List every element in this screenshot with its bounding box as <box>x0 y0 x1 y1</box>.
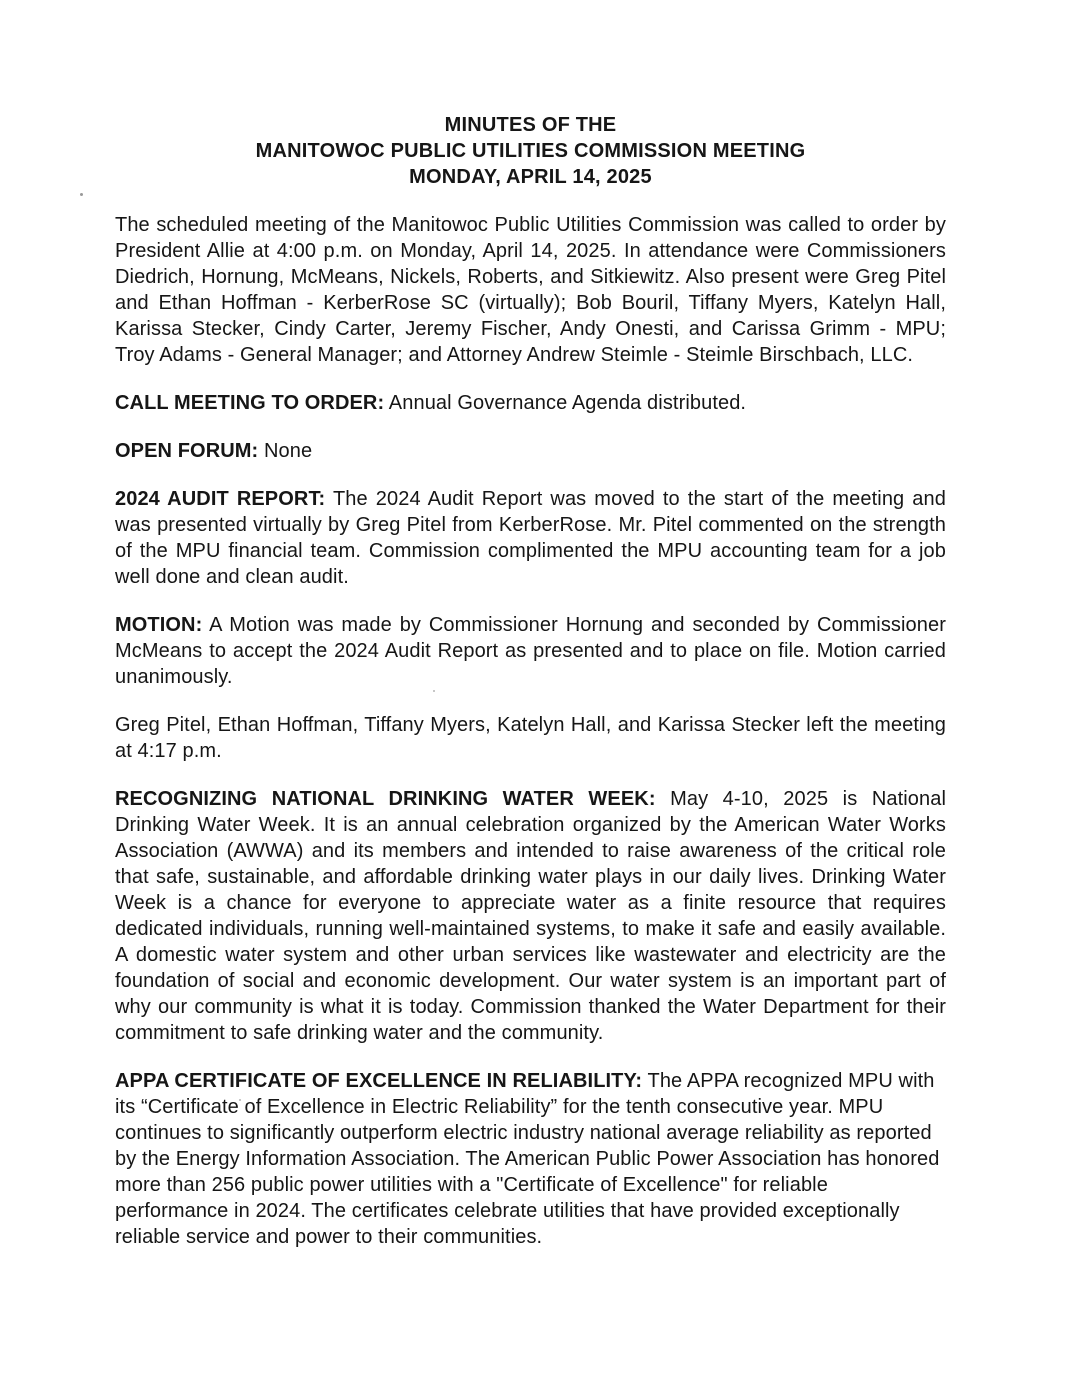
title-line-3: MONDAY, APRIL 14, 2025 <box>409 166 652 188</box>
paragraph-appa-certificate <box>115 1068 946 1250</box>
paragraph-attendance <box>115 212 946 368</box>
section-heading-call-to-order: CALL MEETING TO ORDER: <box>115 392 385 414</box>
paragraph-open-forum <box>115 438 946 464</box>
paragraph-motion <box>115 612 946 690</box>
document-content <box>115 112 946 1250</box>
paragraph-text: May 4-10, 2025 is National Drinking Water Week. It is an annual celebration organized by the American Water Works Association (AWWA) and its members and intended to raise awareness of the critical role that safe, sustainable, and affordable drinking water plays in our daily lives. Drinking Water Week is a chance for everyone to appreciate water as a finite resource that requires dedicated individuals, running well-maintained systems, to make it safe and easily available. A domestic water system and other urban services like wastewater and electricity are the foundation of social and economic development. Our water system is an important part of why our community is what it is today. Commission thanked the Water Department for their commitment to safe drinking water and the community. <box>115 788 946 1044</box>
paragraph-drinking-water-week <box>115 786 946 1046</box>
paragraph-audit-report <box>115 486 946 590</box>
paragraph-text: None <box>258 440 313 462</box>
section-heading-appa-certificate: APPA CERTIFICATE OF EXCELLENCE IN RELIABILITY: <box>115 1070 643 1092</box>
paragraph-call-to-order <box>115 390 946 416</box>
section-heading-drinking-water-week: RECOGNIZING NATIONAL DRINKING WATER WEEK: <box>115 788 656 810</box>
document-title <box>115 112 946 190</box>
section-heading-motion: MOTION: <box>115 614 203 636</box>
section-heading-open-forum: OPEN FORUM: <box>115 440 259 462</box>
paragraph-text: The scheduled meeting of the Manitowoc Public Utilities Commission was called to order by President Allie at 4:00 p.m. on Monday, April 14, 2025. In attendance were Commissioners Diedrich, Hornung, McMeans, Nickels, Roberts, and Sitkiewitz. Also present were Greg Pitel and Ethan Hoffman - KerberRose SC (virtually); Bob Bouril, Tiffany Myers, Katelyn Hall, Karissa Stecker, Cindy Carter, Jeremy Fischer, Andy Onesti, and Carissa Grimm - MPU; Troy Adams - General Manager; and Attorney Andrew Steimle - Steimle Birschbach, LLC. <box>115 214 946 366</box>
paragraph-text: The APPA recognized MPU with its “Certificate of Excellence in Electric Reliability” for the tenth consecutive year. MPU continues to significantly outperform electric industry national average reliability as reported by the Energy Information Association. The American Public Power Association has honored more than 256 public power utilities with a "Certificate of Excellence" for reliable performance in 2024. The certificates celebrate utilities that have provided exceptionally reliable service and power to their communities. <box>115 1070 940 1248</box>
paragraph-departures <box>115 712 946 764</box>
paragraph-text: The 2024 Audit Report was moved to the start of the meeting and was presented virtually by Greg Pitel from KerberRose. Mr. Pitel commented on the strength of the MPU financial team. Commission complimented the MPU accounting team for a job well done and clean audit. <box>115 488 946 588</box>
scan-artifact-dot <box>80 193 83 196</box>
paragraph-text: Annual Governance Agenda distributed. <box>384 392 747 414</box>
title-line-2: MANITOWOC PUBLIC UTILITIES COMMISSION MEETING <box>255 140 806 162</box>
section-heading-audit-report: 2024 AUDIT REPORT: <box>115 488 326 510</box>
paragraph-text: Greg Pitel, Ethan Hoffman, Tiffany Myers, Katelyn Hall, and Karissa Stecker left the meeting at 4:17 p.m. <box>115 714 946 762</box>
paragraph-text: A Motion was made by Commissioner Hornung and seconded by Commissioner McMeans to accept the 2024 Audit Report as presented and to place on file. Motion carried unanimously. <box>115 614 946 688</box>
title-line-1: MINUTES OF THE <box>444 114 617 136</box>
